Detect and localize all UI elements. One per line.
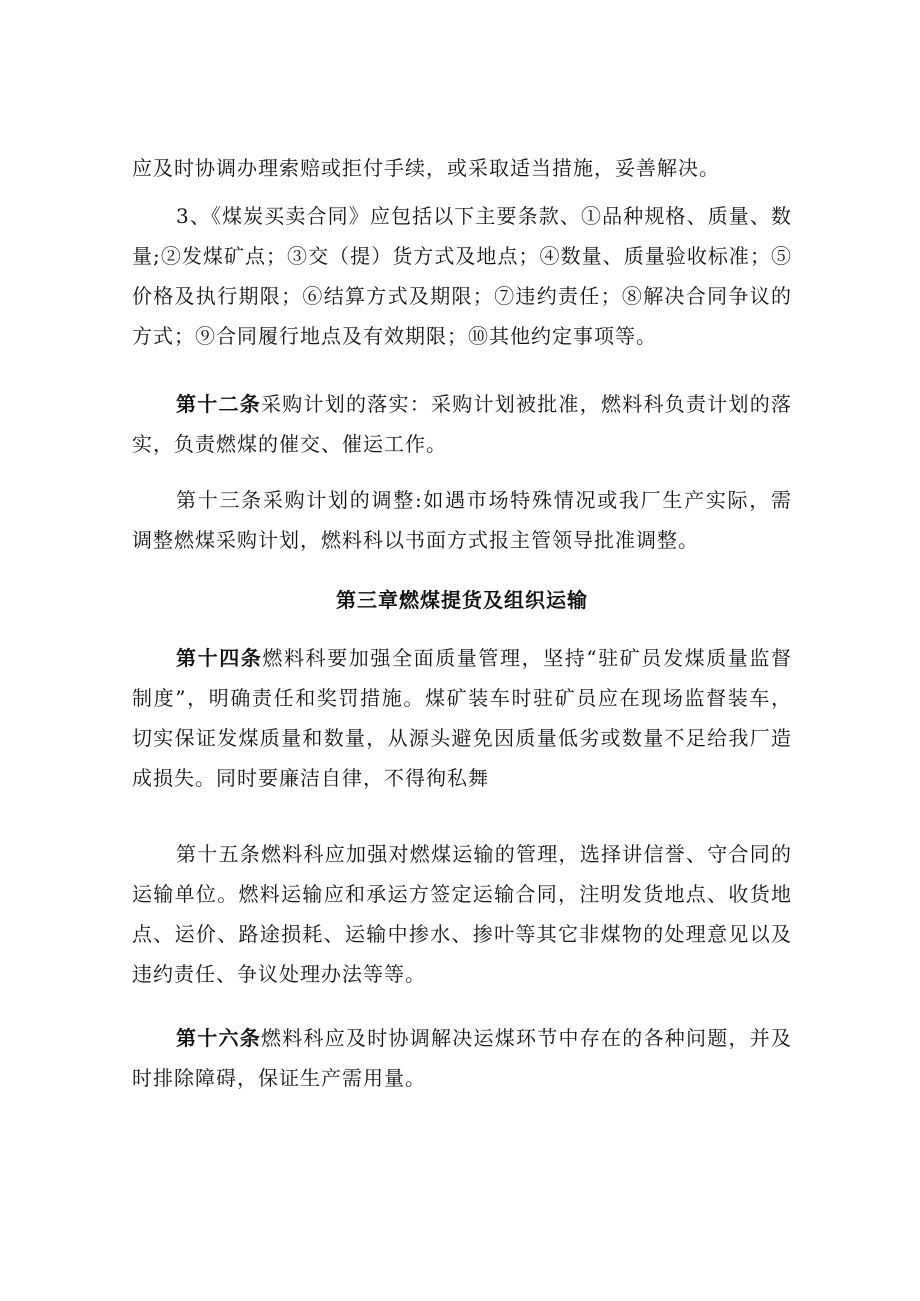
article-13: 第十三条采购计划的调整:如遇市场特殊情况或我厂生产实际，需调整燃煤采购计划，燃料科以书面方式报主管领导批准调整。 bbox=[132, 488, 792, 552]
paragraph-continuation: 应及时协调办理索赔或拒付手续，或采取适当措施，妥善解决。 bbox=[132, 156, 720, 180]
article-16-lead: 第十六条 bbox=[176, 1026, 261, 1050]
article-14-text: 燃料科要加强全面质量管理，坚持“驻矿员发煤质量监督制度”，明确责任和奖罚措施。煤矿装车时驻矿员应在现场监督装车，切实保证发煤质量和数量，从源头避免因质量低劣或数量不足给我厂造成损失。同时要廉洁自律，不得徇私舞 bbox=[132, 646, 793, 790]
article-14 bbox=[132, 638, 792, 798]
article-12-lead: 第十二条 bbox=[176, 392, 261, 416]
article-12-text: 采购计划的落实：采购计划被批准，燃料科负责计划的落实，负责燃煤的催交、催运工作。 bbox=[132, 392, 792, 456]
article-14-lead: 第十四条 bbox=[176, 646, 263, 670]
article-15: 第十五条燃料科应加强对燃煤运输的管理，选择讲信誉、守合同的运输单位。燃料运输应和承运方签定运输合同，注明发货地点、收货地点、运价、路途损耗、运输中掺水、掺叶等其它非煤物的处理意见以及违约责任、争议处理办法等等。 bbox=[132, 842, 792, 986]
paragraph-contract-terms: 3、《煤炭买卖合同》应包括以下主要条款、①品种规格、质量、数量;②发煤矿点；③交（提）货方式及地点；④数量、质量验收标准；⑤价格及执行期限；⑥结算方式及期限；⑦违约责任；⑧解决合同争议的方式；⑨合同履行地点及有效期限；⑩其他约定事项等。 bbox=[132, 204, 792, 348]
article-12 bbox=[132, 384, 792, 464]
article-16-text: 燃料科应及时协调解决运煤环节中存在的各种问题，并及时排除障碍，保证生产需用量。 bbox=[132, 1026, 792, 1090]
chapter-title: 第三章燃煤提货及组织运输 bbox=[336, 588, 588, 612]
article-16 bbox=[132, 1018, 792, 1098]
